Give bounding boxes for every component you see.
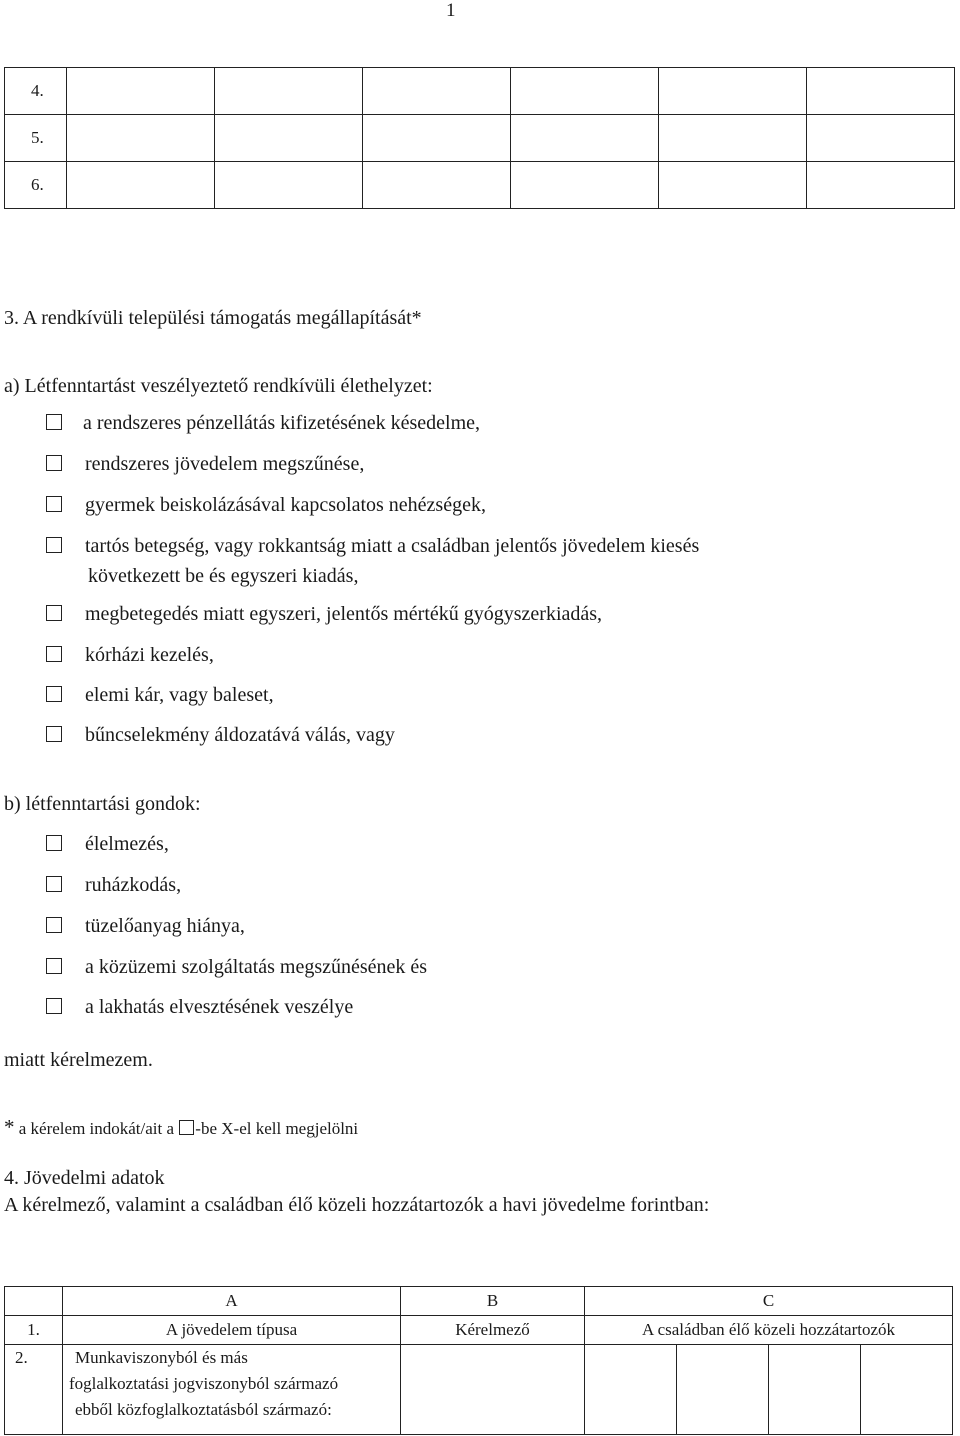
row-label-line: ebből közfoglalkoztatásból származó: (75, 1400, 332, 1419)
checkbox-row (46, 873, 181, 897)
row-label-line: Munkaviszonyból és más (75, 1348, 248, 1367)
checkbox-row (46, 723, 395, 747)
checkbox-label: elemi kár, vagy baleset, (85, 684, 274, 706)
section-4-subtitle: A kérelmező, valamint a családban élő közeli hozzátartozók a havi jövedelme forintban: (4, 1194, 710, 1216)
table-cell[interactable] (659, 162, 807, 209)
section-a-label: a) Létfenntartást veszélyeztető rendkívüli élethelyzet: (4, 375, 433, 397)
checkbox[interactable] (46, 646, 62, 662)
checkbox-row (46, 914, 245, 938)
row-number: 2. (5, 1345, 63, 1435)
table-cell (63, 1345, 401, 1435)
checkbox[interactable] (46, 958, 62, 974)
table-cell[interactable] (67, 162, 215, 209)
table-cell: A családban élő közeli hozzátartozók (585, 1316, 953, 1345)
table-cell[interactable] (807, 115, 955, 162)
column-letter: B (401, 1287, 585, 1316)
footnote-text-1: a kérelem indokát/ait a (14, 1119, 179, 1138)
checkbox-row (46, 643, 214, 667)
checkbox-label: megbetegedés miatt egyszeri, jelentős mértékű gyógyszerkiadás, (85, 603, 603, 625)
footnote-star: * (4, 1115, 15, 1139)
table-row (5, 162, 955, 209)
checkbox-row (46, 602, 602, 626)
table-cell[interactable] (511, 162, 659, 209)
table-cell[interactable] (659, 115, 807, 162)
closing-text: miatt kérelmezem. (4, 1049, 153, 1071)
footnote-text-2: -be X-el kell megjelölni (195, 1119, 359, 1138)
page-number: 1 (446, 0, 456, 21)
checkbox[interactable] (46, 998, 62, 1014)
checkbox-row (46, 955, 427, 979)
checkbox-label: gyermek beiskolázásával kapcsolatos nehézségek, (85, 494, 486, 516)
checkbox-label: rendszeres jövedelem megszűnése, (85, 453, 365, 475)
checkbox-row (46, 534, 699, 558)
table-cell[interactable] (363, 68, 511, 115)
checkbox-row (46, 683, 274, 707)
checkbox-label: bűncselekmény áldozatává válás, vagy (85, 724, 395, 746)
table-cell[interactable] (585, 1345, 677, 1435)
income-table (4, 1286, 953, 1435)
checkbox-label: tartós betegség, vagy rokkantság miatt a családban jelentős jövedelem kiesés (85, 535, 700, 557)
table-cell[interactable] (511, 115, 659, 162)
checkbox-label: a lakhatás elvesztésének veszélye (85, 996, 354, 1018)
table-cell[interactable] (215, 68, 363, 115)
checkbox[interactable] (46, 917, 62, 933)
section-b-label: b) létfenntartási gondok: (4, 793, 201, 815)
table-cell[interactable] (807, 162, 955, 209)
table-cell[interactable] (677, 1345, 769, 1435)
table-cell: A jövedelem típusa (63, 1316, 401, 1345)
table-cell[interactable] (215, 162, 363, 209)
footnote (4, 1115, 358, 1140)
table-cell[interactable] (807, 68, 955, 115)
row-number: 1. (5, 1316, 63, 1345)
checkbox[interactable] (46, 726, 62, 742)
checkbox-label-continued: következett be és egyszeri kiadás, (88, 565, 359, 587)
checkbox[interactable] (46, 414, 62, 430)
checkbox[interactable] (46, 605, 62, 621)
row-number: 6. (5, 162, 67, 209)
checkbox[interactable] (46, 537, 62, 553)
checkbox-label: a rendszeres pénzellátás kifizetésének késedelme, (83, 412, 481, 434)
table-cell[interactable] (363, 162, 511, 209)
table-cell[interactable] (659, 68, 807, 115)
table-cell[interactable] (215, 115, 363, 162)
table-cell[interactable] (861, 1345, 953, 1435)
checkbox-label: tüzelőanyag hiánya, (85, 915, 245, 937)
section-4-title: 4. Jövedelmi adatok (4, 1167, 165, 1189)
table-row (5, 1345, 953, 1435)
checkbox[interactable] (46, 835, 62, 851)
table-cell[interactable] (67, 115, 215, 162)
checkbox-row (46, 832, 169, 856)
top-table (4, 67, 955, 209)
row-number: 5. (5, 115, 67, 162)
checkbox-row (46, 493, 486, 517)
column-letter: A (63, 1287, 401, 1316)
table-row (5, 68, 955, 115)
table-cell[interactable] (67, 68, 215, 115)
checkbox-row (46, 452, 364, 476)
checkbox-label: ruházkodás, (85, 874, 182, 896)
table-cell (5, 1287, 63, 1316)
row-number: 4. (5, 68, 67, 115)
checkbox-row (46, 411, 480, 435)
checkbox-label: kórházi kezelés, (85, 644, 214, 666)
checkbox[interactable] (46, 455, 62, 471)
table-cell[interactable] (401, 1345, 585, 1435)
checkbox-label: élelmezés, (85, 833, 169, 855)
table-cell[interactable] (769, 1345, 861, 1435)
table-cell: Kérelmező (401, 1316, 585, 1345)
section-3-title: 3. A rendkívüli települési támogatás megállapítását* (4, 307, 422, 329)
checkbox[interactable] (46, 876, 62, 892)
checkbox-label: a közüzemi szolgáltatás megszűnésének és (85, 956, 428, 978)
column-letter: C (585, 1287, 953, 1316)
row-label-line: foglalkoztatási jogviszonyból származó (69, 1374, 339, 1393)
checkbox-row (46, 995, 353, 1019)
table-row (5, 1316, 953, 1345)
table-header-row (5, 1287, 953, 1316)
checkbox[interactable] (46, 686, 62, 702)
checkbox[interactable] (46, 496, 62, 512)
checkbox-icon (179, 1120, 194, 1135)
table-cell[interactable] (363, 115, 511, 162)
table-row (5, 115, 955, 162)
table-cell[interactable] (511, 68, 659, 115)
